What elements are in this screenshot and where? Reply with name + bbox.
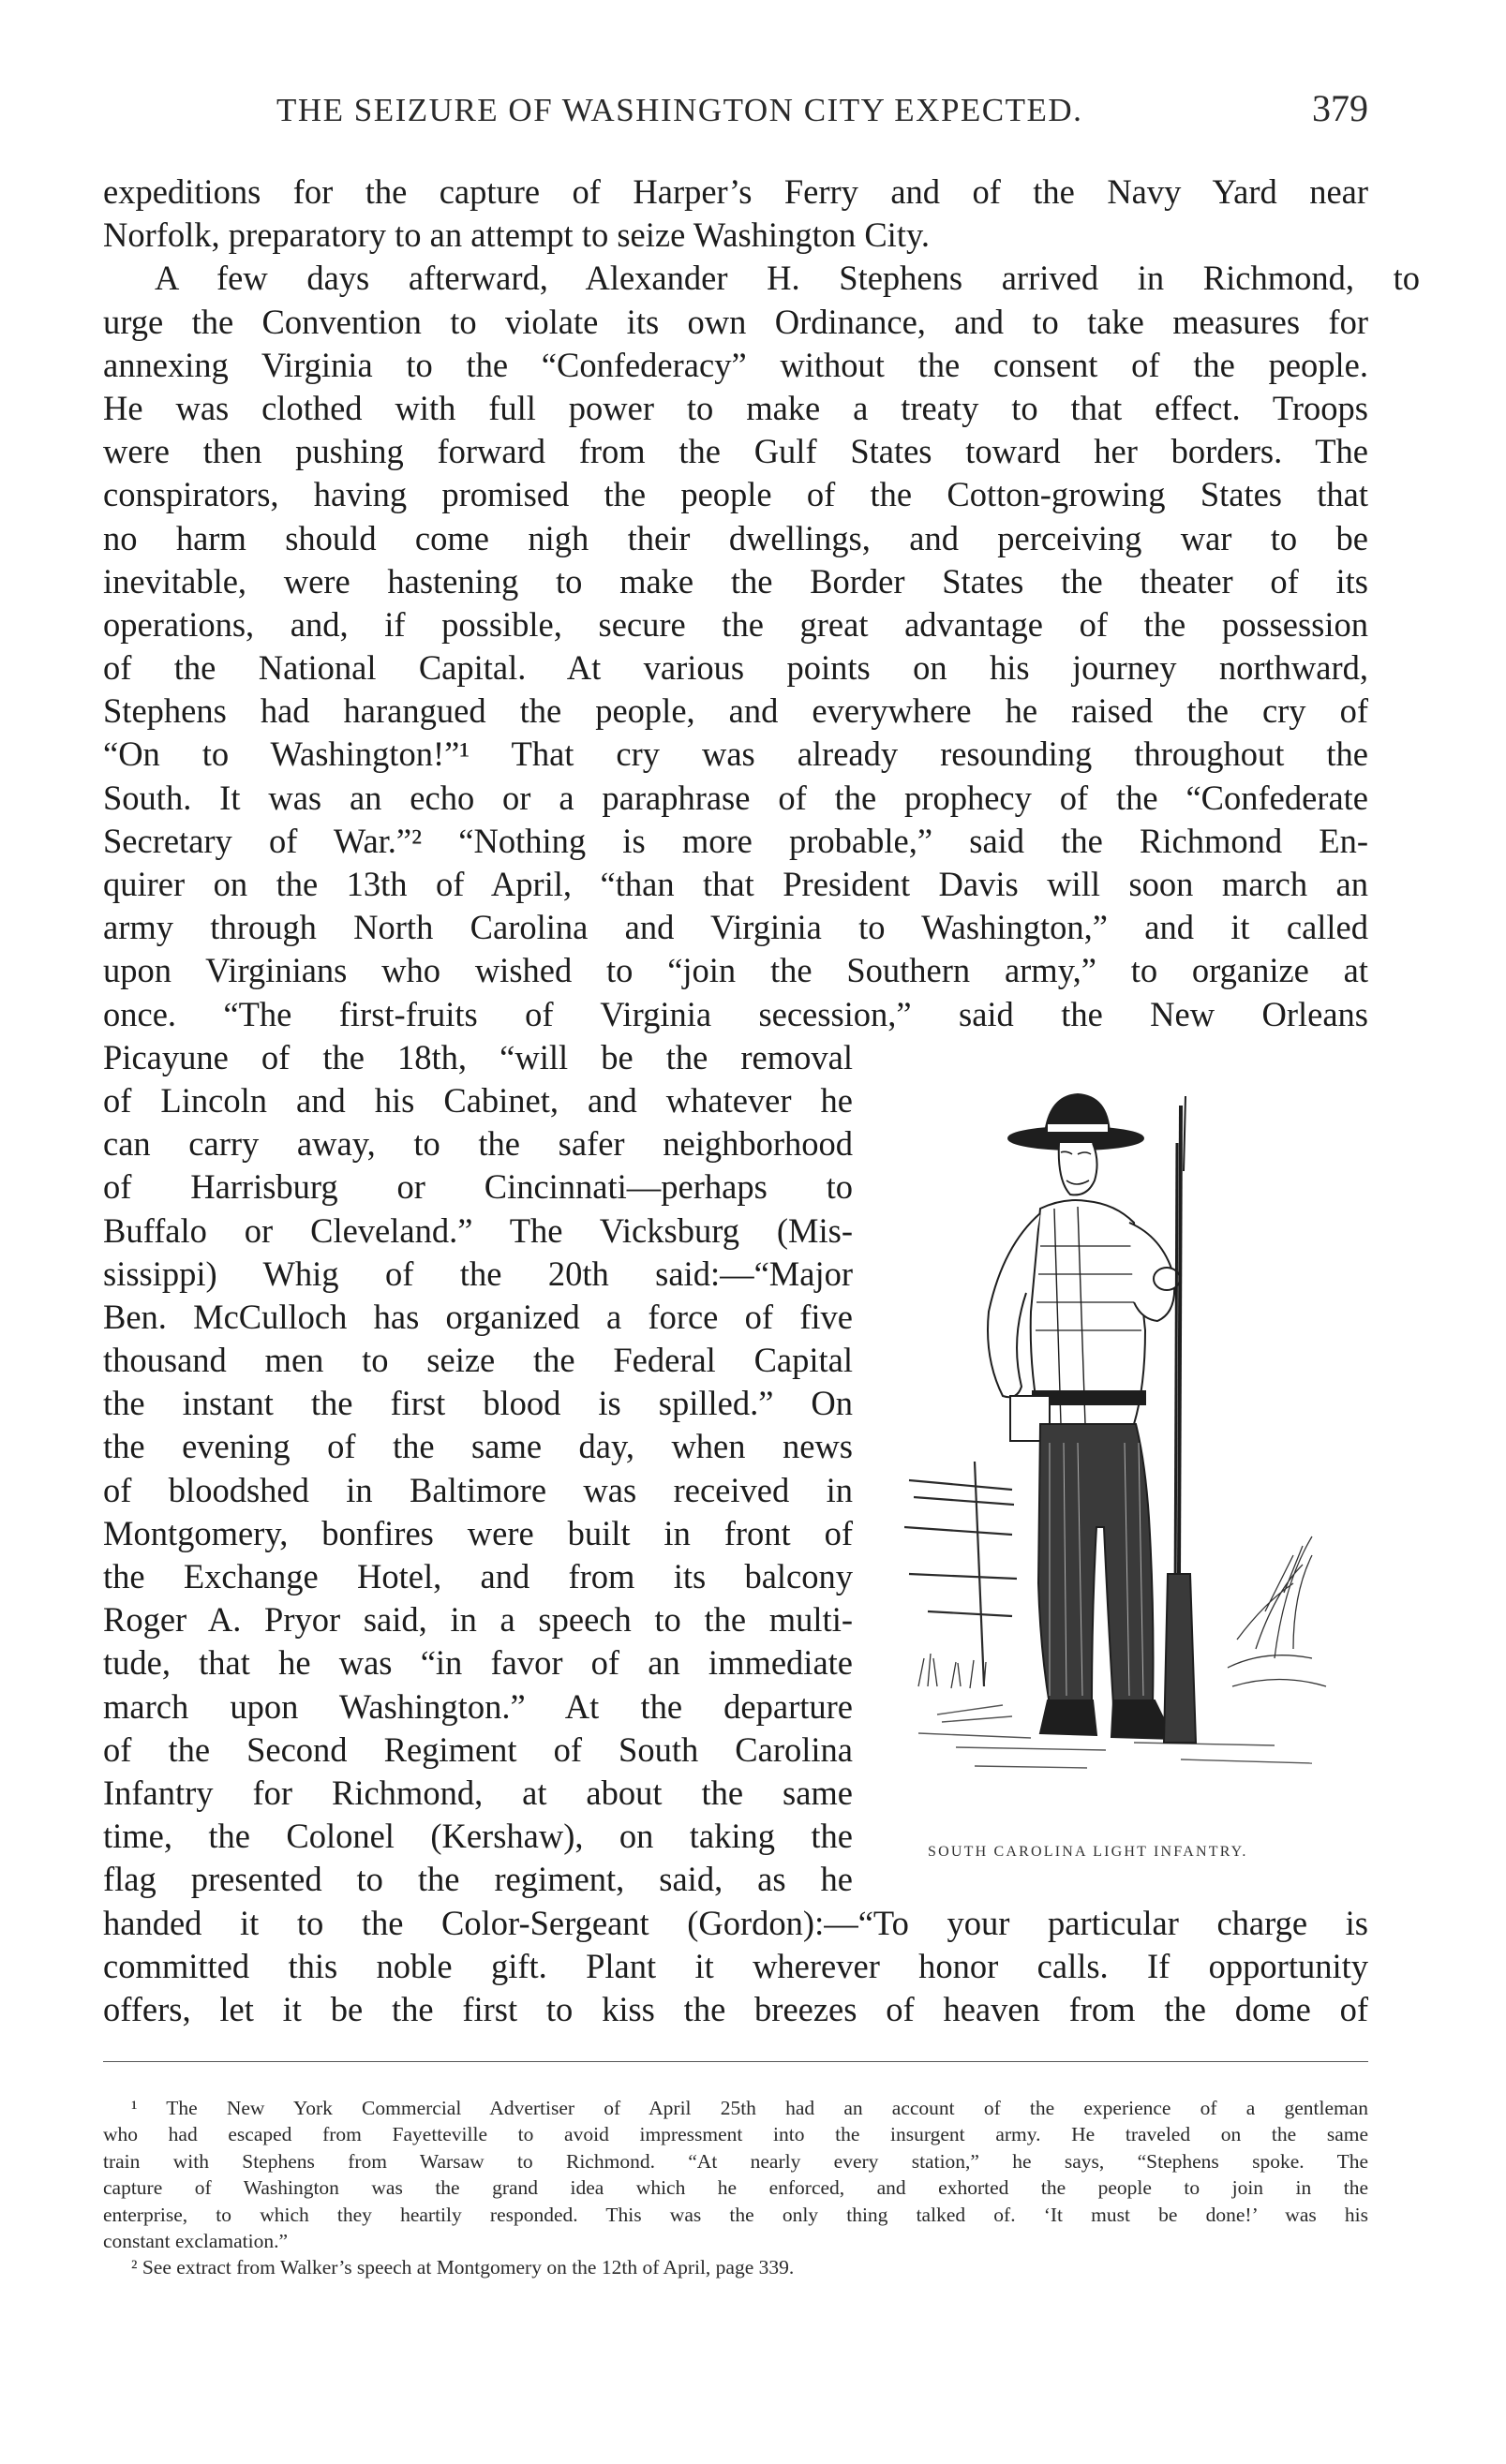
body-line: of the National Capital. At various points on his journey northward,	[103, 648, 1368, 688]
body-line: handed it to the Color-Sergeant (Gordon):—“To your particular charge is	[103, 1903, 1368, 1942]
body-line: Buffalo or Cleveland.” The Vicksburg (Mis-	[103, 1210, 853, 1250]
body-line: the evening of the same day, when news	[103, 1427, 853, 1466]
body-line: urge the Convention to violate its own Ordinance, and to take measures for	[103, 302, 1368, 341]
body-line: committed this noble gift. Plant it wherever honor calls. If opportunity	[103, 1946, 1368, 1985]
footnote-line: enterprise, to which they heartily responded. This was the only thing talked of. ‘It must be done!’ was his	[103, 2203, 1368, 2226]
body-line: of the Second Regiment of South Carolina	[103, 1729, 853, 1769]
body-line: operations, and, if possible, secure the great advantage of the possession	[103, 604, 1368, 644]
footnotes	[103, 2095, 1368, 2281]
body-line: inevitable, were hastening to make the Border States the theater of its	[103, 561, 1368, 601]
body-line: of bloodshed in Baltimore was received in	[103, 1470, 853, 1509]
page-number: 379	[1312, 87, 1368, 129]
body-line: Roger A. Pryor said, in a speech to the multi-	[103, 1600, 853, 1640]
footnote-line: capture of Washington was the grand idea which he enforced, and exhorted the people to join in the	[103, 2176, 1368, 2200]
footnote-rule	[103, 2061, 1368, 2062]
body-line: of Lincoln and his Cabinet, and whatever he	[103, 1080, 853, 1120]
footnote-line: who had escaped from Fayetteville to avoid impressment into the insurgent army. He traveled on the same	[103, 2123, 1368, 2146]
body-line: sissippi) Whig of the 20th said:—“Major	[103, 1254, 853, 1293]
soldier-illustration	[900, 1087, 1349, 1799]
body-line: He was clothed with full power to make a treaty to that effect. Troops	[103, 388, 1368, 427]
body-line: army through North Carolina and Virginia to Washington,” and it called	[103, 908, 1368, 947]
body-line: expeditions for the capture of Harper’s Ferry and of the Navy Yard near	[103, 172, 1368, 211]
body-paragraphs-bottom	[103, 1902, 1368, 2032]
body-paragraphs-top	[103, 171, 1420, 1036]
footnote-line: train with Stephens from Warsaw to Richmond. “At nearly every station,” he says, “Stephens spoke. The	[103, 2149, 1368, 2173]
body-line: of Harrisburg or Cincinnati—perhaps to	[103, 1167, 853, 1207]
running-title: THE SEIZURE OF WASHINGTON CITY EXPECTED.	[276, 92, 1083, 128]
illustration-caption: SOUTH CAROLINA LIGHT INFANTRY.	[928, 1844, 1248, 1860]
body-line: can carry away, to the safer neighborhood	[103, 1124, 853, 1164]
body-line: South. It was an echo or a paraphrase of the prophecy of the “Confederate	[103, 778, 1368, 817]
footnote-line: ¹ The New York Commercial Advertiser of April 25th had an account of the experience of a gentleman	[131, 2097, 1368, 2119]
body-line: Norfolk, preparatory to an attempt to seize Washington City.	[103, 215, 930, 255]
body-line: Ben. McCulloch has organized a force of five	[103, 1297, 853, 1336]
body-line: tude, that he was “in favor of an immediate	[103, 1643, 853, 1683]
body-line: thousand men to seize the Federal Capital	[103, 1341, 853, 1380]
body-line: quirer on the 13th of April, “than that President Davis will soon march an	[103, 865, 1368, 903]
body-line: flag presented to the regiment, said, as he	[103, 1860, 853, 1899]
running-head	[103, 86, 1368, 142]
body-line: Secretary of War.”² “Nothing is more probable,” said the Richmond En-	[103, 821, 1368, 860]
body-line: the Exchange Hotel, and from its balcony	[103, 1557, 853, 1596]
body-line: “On to Washington!”¹ That cry was already resounding throughout the	[103, 735, 1368, 774]
body-line: the instant the first blood is spilled.” On	[103, 1384, 853, 1423]
body-line: Stephens had harangued the people, and everywhere he raised the cry of	[103, 691, 1368, 731]
body-line: offers, let it be the first to kiss the breezes of heaven from the dome of	[103, 1989, 1368, 2028]
body-line: time, the Colonel (Kershaw), on taking the	[103, 1817, 853, 1856]
footnote-line: constant exclamation.”	[103, 2229, 289, 2252]
body-line: Montgomery, bonfires were built in front of	[103, 1513, 853, 1552]
body-line: march upon Washington.” At the departure	[103, 1686, 853, 1726]
body-line: upon Virginians who wished to “join the Southern army,” to organize at	[103, 951, 1368, 990]
footnote-line: ² See extract from Walker’s speech at Montgomery on the 12th of April, page 339.	[131, 2256, 795, 2279]
body-line: annexing Virginia to the “Confederacy” without the consent of the people.	[103, 345, 1368, 384]
body-line: conspirators, having promised the people of the Cotton-growing States that	[103, 475, 1368, 514]
body-line: once. “The first-fruits of Virginia secession,” said the New Orleans	[103, 994, 1368, 1033]
body-line: were then pushing forward from the Gulf States toward her borders. The	[103, 432, 1368, 471]
body-line: Picayune of the 18th, “will be the removal	[103, 1037, 853, 1076]
body-line: Infantry for Richmond, at about the same	[103, 1773, 853, 1812]
body-line: A few days afterward, Alexander H. Stephens arrived in Richmond, to	[155, 259, 1420, 298]
body-line: no harm should come nigh their dwellings, and perceiving war to be	[103, 518, 1368, 557]
